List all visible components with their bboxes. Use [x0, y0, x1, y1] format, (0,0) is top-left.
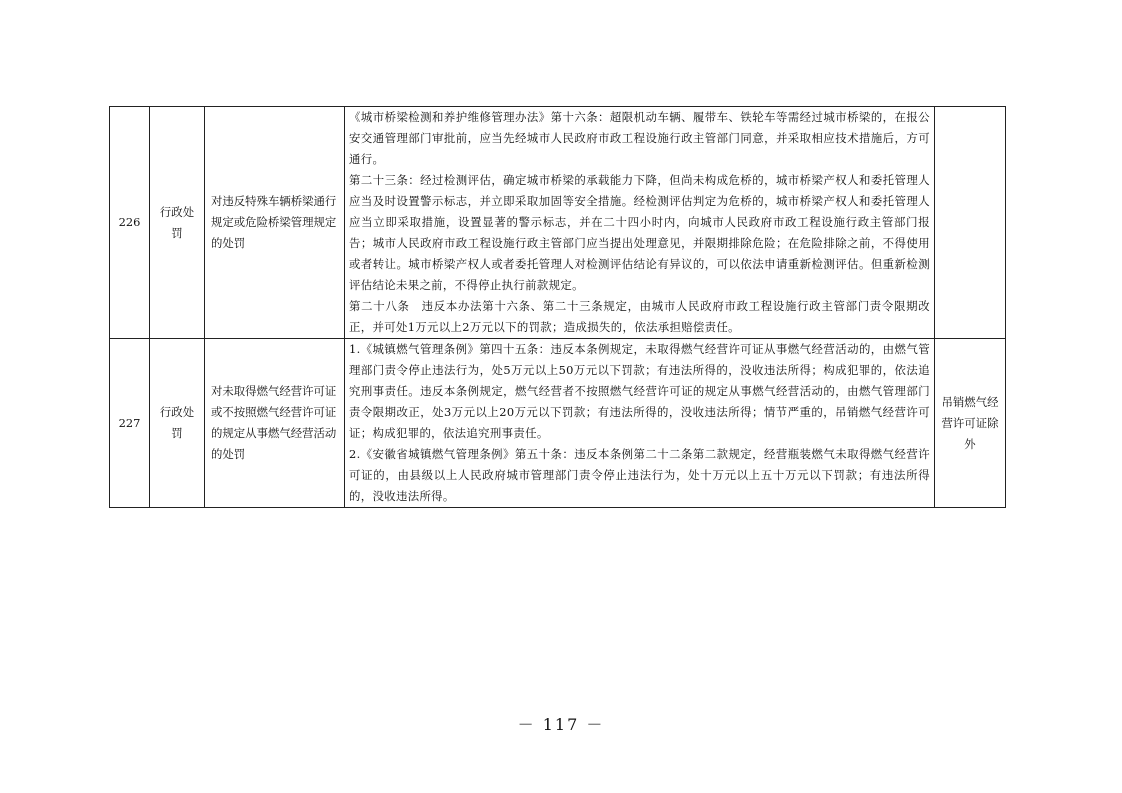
- row-number: 226: [110, 107, 150, 339]
- basis-paragraph: 《城市桥梁检测和养护维修管理办法》第十六条：超限机动车辆、履带车、铁轮车等需经过城市桥梁的，在报公安交通管理部门审批前，应当先经城市人民政府市政工程设施行政主管部门同意，并采取相应技术措施后，方可通行。: [349, 110, 930, 166]
- row-item: 对违反特殊车辆桥梁通行规定或危险桥梁管理规定的处罚: [205, 107, 345, 339]
- row-note: [935, 107, 1006, 339]
- row-category: 行政处罚: [150, 339, 205, 508]
- table-row: [110, 339, 1006, 508]
- row-category: 行政处罚: [150, 107, 205, 339]
- row-number: 227: [110, 339, 150, 508]
- row-item: 对未取得燃气经营许可证或不按照燃气经营许可证的规定从事燃气经营活动的处罚: [205, 339, 345, 508]
- page-number: － 117 －: [517, 715, 605, 734]
- basis-paragraph: 第二十八条 违反本办法第十六条、第二十三条规定，由城市人民政府市政工程设施行政主管部门责令限期改正，并可处1万元以上2万元以下的罚款；造成损失的，依法承担赔偿责任。: [349, 299, 930, 334]
- penalty-table: [109, 106, 1006, 508]
- row-note: 吊销燃气经营许可证除外: [935, 339, 1006, 508]
- basis-paragraph: 第二十三条：经过检测评估，确定城市桥梁的承载能力下降，但尚未构成危桥的，城市桥梁产权人和委托管理人应当及时设置警示标志，并立即采取加固等安全措施。经检测评估判定为危桥的，城市桥梁产权人和委托管理人应当立即采取措施，设置显著的警示标志，并在二十四小时内，向城市人民政府市政工程设施行政主管部门报告；城市人民政府市政工程设施行政主管部门应当提出处理意见，并限期排除危险；在危险排除之前，不得使用或者转让。城市桥梁产权人或者委托管理人对检测评估结论有异议的，可以依法申请重新检测评估。但重新检测评估结论未果之前，不得停止执行前款规定。: [349, 173, 930, 292]
- basis-paragraph: 2.《安徽省城镇燃气管理条例》第五十条：违反本条例第二十二条第二款规定，经营瓶装燃气未取得燃气经营许可证的，由县级以上人民政府城市管理部门责令停止违法行为，处十万元以上五十万元以下罚款；有违法所得的，没收违法所得。: [349, 447, 930, 503]
- table-row: [110, 107, 1006, 339]
- row-legal-basis: [345, 107, 935, 339]
- row-legal-basis: [345, 339, 935, 508]
- basis-paragraph: 1.《城镇燃气管理条例》第四十五条：违反本条例规定，未取得燃气经营许可证从事燃气经营活动的，由燃气管理部门责令停止违法行为，处5万元以上50万元以下罚款；有违法所得的，没收违法所得；构成犯罪的，依法追究刑事责任。违反本条例规定，燃气经营者不按照燃气经营许可证的规定从事燃气经营活动的，由燃气管理部门责令限期改正，处3万元以上20万元以下罚款；有违法所得的，没收违法所得；情节严重的，吊销燃气经营许可证；构成犯罪的，依法追究刑事责任。: [349, 342, 930, 440]
